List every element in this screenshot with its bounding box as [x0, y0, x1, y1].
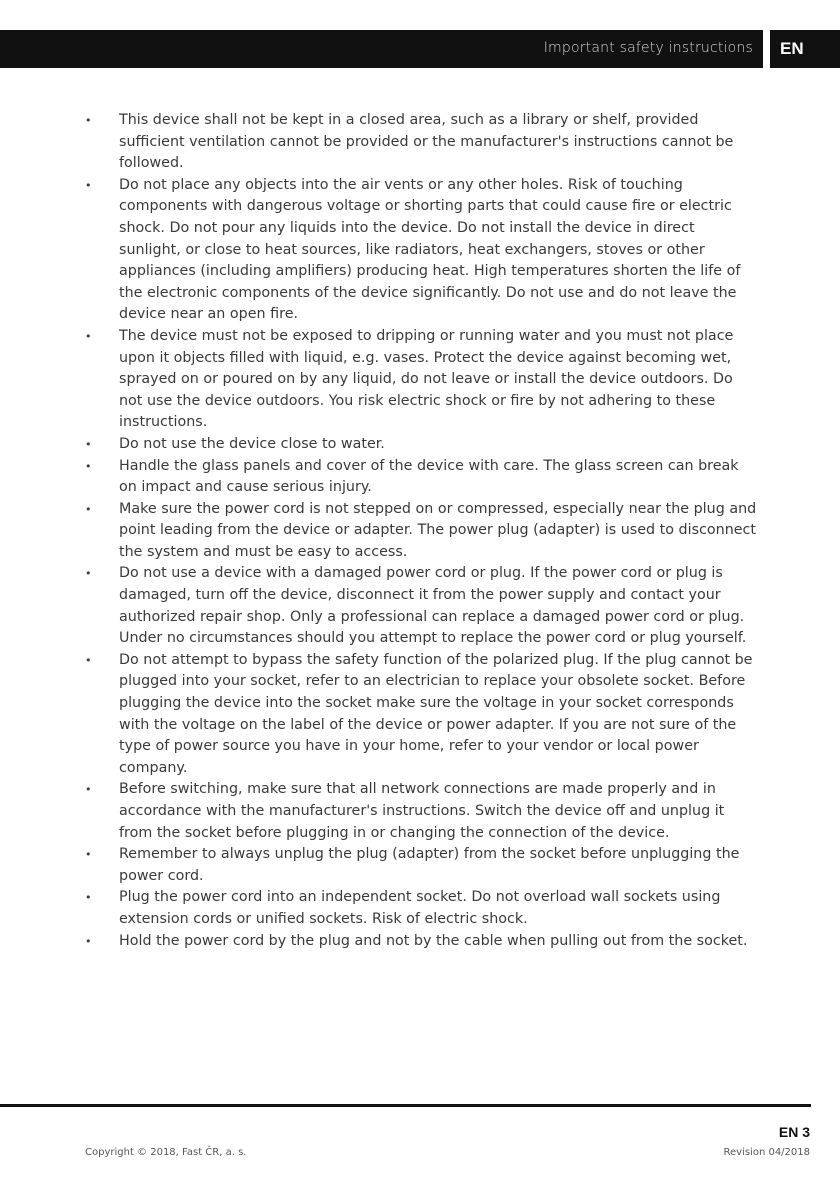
bullet-icon: • — [85, 848, 92, 862]
bullet-icon: • — [85, 567, 92, 581]
bullet-icon: • — [85, 178, 92, 192]
list-item-text: Before switching, make sure that all network connections are made properly and in accordance with the manufacturer's instructions. Switch the device off and unplug it from the socket before plugging in or changing the connection of the device. — [119, 781, 725, 841]
list-item — [85, 175, 757, 326]
list-item-text: Handle the glass panels and cover of the device with care. The glass screen can break on impact and cause serious injury. — [119, 457, 739, 496]
list-item-text: This device shall not be kept in a closed area, such as a library or shelf, provided sufficient ventilation cannot be provided or the manufacturer's instructions cannot be followed. — [119, 112, 734, 172]
list-item — [85, 563, 757, 649]
list-item-text: Plug the power cord into an independent socket. Do not overload wall sockets using extension cords or unified sockets. Risk of electric shock. — [119, 889, 721, 927]
bullet-icon: • — [85, 783, 92, 797]
copyright-text: Copyright © 2018, Fast ČR, a. s. — [85, 1147, 247, 1158]
bullet-icon: • — [85, 934, 92, 948]
list-item — [85, 326, 757, 434]
list-item — [85, 931, 757, 953]
bullet-icon: • — [85, 653, 92, 667]
list-item — [85, 779, 757, 844]
header-bar — [0, 30, 763, 68]
language-badge: EN — [770, 30, 840, 68]
list-item — [85, 456, 757, 499]
list-item-text: Hold the power cord by the plug and not by the cable when pulling out from the socket. — [119, 932, 748, 949]
list-item — [85, 650, 757, 780]
bullet-icon: • — [85, 459, 92, 473]
list-item — [85, 887, 757, 930]
bullet-icon: • — [85, 114, 92, 127]
list-item-text: Do not use a device with a damaged power cord or plug. If the power cord or plug is damaged, turn off the device, disconnect it from the power supply and contact your authorized repair shop. Only a professional can replace a damaged power cord or plug. Under no circumstances should you attempt to replace the power cord or plug yourself. — [119, 565, 747, 647]
list-item — [85, 434, 757, 456]
list-item — [85, 110, 757, 175]
page-number: EN 3 — [778, 1124, 810, 1140]
list-item-text: Do not attempt to bypass the safety function of the polarized plug. If the plug cannot be plugged into your socket, refer to an electrician to replace your obsolete socket. Before plugging the device into the socket make sure the voltage in your socket corresponds with the voltage on the label of the device or power adapter. If you are not sure of the type of power source you have in your home, refer to your vendor or local power company. — [119, 651, 753, 776]
list-item-text: Do not use the device close to water. — [119, 435, 385, 452]
bullet-icon: • — [85, 502, 92, 516]
list-item-text: Make sure the power cord is not stepped on or compressed, especially near the plug and point leading from the device or adapter. The power plug (adapter) is used to disconnect the system and must be easy to access. — [119, 500, 757, 560]
list-item-text: Do not place any objects into the air vents or any other holes. Risk of touching components with dangerous voltage or shorting parts that could cause fire or electric shock. Do not pour any liquids into the device. Do not install the device in direct sunlight, or close to heat sources, like radiators, heat exchangers, stoves or other appliances (including amplifiers) producing heat. High temperatures shorten the life of the electronic components of the device significantly. Do not use and do not leave the device near an open fire. — [119, 176, 741, 323]
revision-text: Revision 04/2018 — [723, 1147, 810, 1158]
footer-divider — [0, 1104, 811, 1107]
list-item-text: The device must not be exposed to dripping or running water and you must not place upon it objects filled with liquid, e.g. vases. Protect the device against becoming wet, sprayed on or poured on by any liquid, do not leave or install the device outdoors. Do not use the device outdoors. You risk electric shock or fire by not adhering to these instructions. — [119, 327, 734, 431]
list-item — [85, 844, 757, 887]
bullet-icon: • — [85, 329, 92, 343]
bullet-icon: • — [85, 891, 92, 905]
instructions-content — [85, 110, 757, 952]
header-title: Important safety instructions — [543, 40, 753, 56]
bullet-icon: • — [85, 437, 92, 451]
list-item-text: Remember to always unplug the plug (adapter) from the socket before unplugging the power cord. — [119, 846, 740, 884]
safety-instructions-list — [85, 110, 757, 952]
list-item — [85, 499, 757, 564]
